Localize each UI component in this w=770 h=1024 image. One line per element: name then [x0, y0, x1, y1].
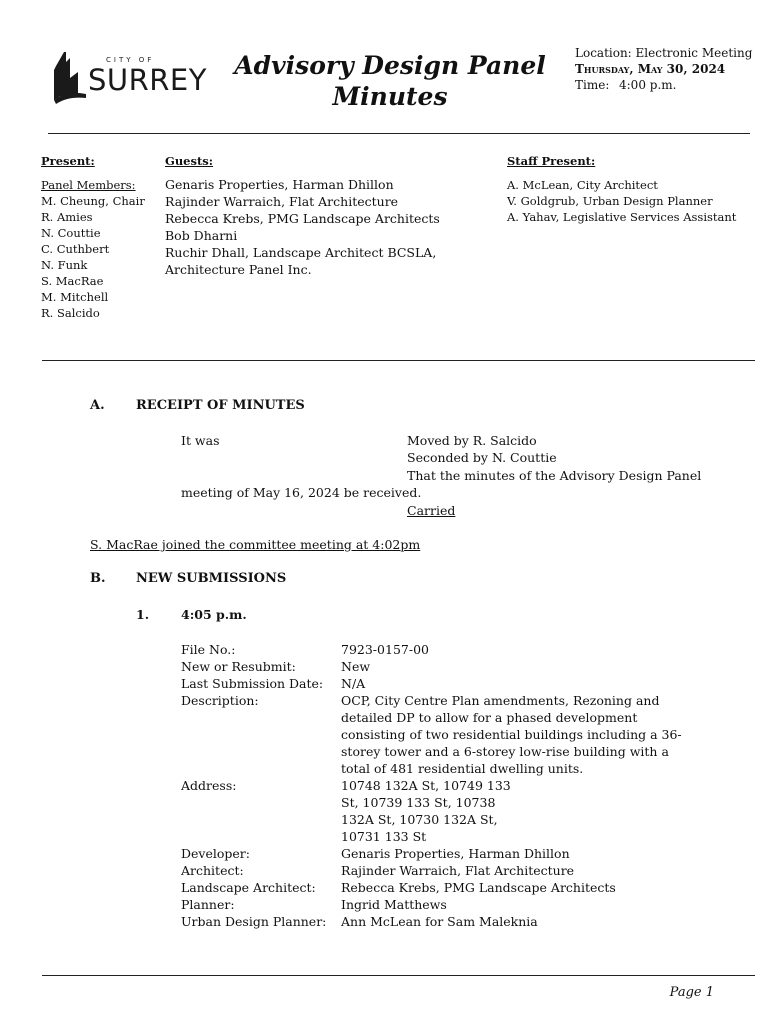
guest: Rajinder Warraich, Flat Architecture [165, 194, 399, 209]
field-row [181, 845, 711, 862]
panel-member: C. Cuthbert [41, 242, 110, 256]
meeting-time [575, 77, 752, 93]
staff-member: A. Yahav, Legislative Services Assistant [507, 210, 737, 224]
field-value: Rebecca Krebs, PMG Landscape Architects [341, 880, 616, 895]
field-row [181, 658, 711, 675]
header-divider [48, 133, 750, 134]
seconded-by: Seconded by N. Couttie [407, 450, 557, 465]
item-time: 4:05 p.m. [181, 607, 247, 622]
section-a-letter: A. [90, 398, 105, 413]
field-label: Address: [181, 778, 237, 793]
field-value: Ingrid Matthews [341, 897, 447, 912]
field-value: Genaris Properties, Harman Dhillon [341, 846, 570, 861]
section-b-title: NEW SUBMISSIONS [136, 571, 287, 586]
field-row [181, 862, 711, 879]
field-value: 7923-0157-00 [341, 642, 429, 657]
field-value: OCP, City Centre Plan amendments, Rezoning and detailed DP to allow for a phased development consisting of two residential buildings including a 36-storey tower and a 6-storey low-rise building with a total of 481 residential dwelling units. [341, 693, 682, 776]
field-label: Description: [181, 693, 259, 708]
meeting-date: Thursday, May 30, 2024 [575, 62, 726, 76]
joined-note: S. MacRae joined the committee meeting at 4:02pm [90, 537, 421, 552]
attendance-divider [42, 360, 755, 361]
guests-heading: Guests: [165, 154, 214, 168]
field-row [181, 777, 711, 845]
staff-member: V. Goldgrub, Urban Design Planner [507, 194, 713, 208]
field-row [181, 692, 711, 777]
field-label: Developer: [181, 846, 250, 861]
staff-member: A. McLean, City Architect [507, 178, 658, 192]
field-label: Urban Design Planner: [181, 914, 327, 929]
time-label: Time: [575, 78, 610, 92]
field-label: Planner: [181, 897, 235, 912]
panel-member: R. Amies [41, 210, 93, 224]
item-number: 1. [136, 607, 150, 622]
title-line-1: Advisory Design Panel [234, 51, 546, 80]
guest: Architecture Panel Inc. [165, 262, 312, 277]
meeting-meta [575, 45, 752, 93]
meeting-location: Location: Electronic Meeting [575, 46, 753, 60]
field-label: File No.: [181, 642, 236, 657]
section-a-title: RECEIPT OF MINUTES [136, 398, 305, 413]
guest: Genaris Properties, Harman Dhillon [165, 177, 394, 192]
guests-column [165, 153, 440, 278]
field-value: N/A [341, 676, 366, 691]
field-value: New [341, 659, 371, 674]
motion-line-2: meeting of May 16, 2024 be received. [181, 485, 422, 500]
field-value: Rajinder Warraich, Flat Architecture [341, 863, 575, 878]
guest: Ruchir Dhall, Landscape Architect BCSLA, [165, 245, 437, 260]
guest: Rebecca Krebs, PMG Landscape Architects [165, 211, 440, 226]
field-row [181, 896, 711, 913]
submission-fields [181, 641, 711, 930]
city-logo-icon [52, 50, 92, 104]
logo-wordmark: SURREY [88, 63, 207, 97]
present-heading: Present: [41, 154, 95, 168]
panel-member: N. Couttie [41, 226, 101, 240]
logo-city-of: CITY OF [106, 56, 155, 64]
document-title [230, 50, 550, 112]
panel-member: S. MacRae [41, 274, 104, 288]
field-label: Last Submission Date: [181, 676, 324, 691]
guest: Bob Dharni [165, 228, 238, 243]
moved-by: Moved by R. Salcido [407, 433, 537, 448]
field-value: 10748 132A St, 10749 133 St, 10739 133 St, 10738 132A St, 10730 132A St, 10731 133 St [341, 778, 511, 844]
section-b-letter: B. [90, 571, 106, 586]
field-row [181, 675, 711, 692]
panel-member: M. Mitchell [41, 290, 109, 304]
panel-member: N. Funk [41, 258, 88, 272]
carried-label: Carried [407, 503, 456, 518]
it-was-text: It was [181, 433, 220, 448]
field-row [181, 913, 711, 930]
field-label: New or Resubmit: [181, 659, 296, 674]
panel-members-label: Panel Members: [41, 178, 136, 192]
footer-divider [42, 975, 755, 976]
field-row [181, 641, 711, 658]
staff-heading: Staff Present: [507, 154, 596, 168]
field-value: Ann McLean for Sam Maleknia [341, 914, 538, 929]
panel-member: M. Cheung, Chair [41, 194, 145, 208]
title-line-2: Minutes [332, 82, 448, 111]
field-label: Architect: [181, 863, 244, 878]
time-value: 4:00 p.m. [619, 78, 677, 92]
city-logo [52, 50, 207, 106]
staff-column [507, 153, 736, 225]
present-column [41, 153, 145, 321]
field-row [181, 879, 711, 896]
motion-line-1: That the minutes of the Advisory Design Panel [407, 468, 702, 483]
field-label: Landscape Architect: [181, 880, 316, 895]
page-number: Page 1 [669, 985, 714, 1000]
panel-member: R. Salcido [41, 306, 100, 320]
